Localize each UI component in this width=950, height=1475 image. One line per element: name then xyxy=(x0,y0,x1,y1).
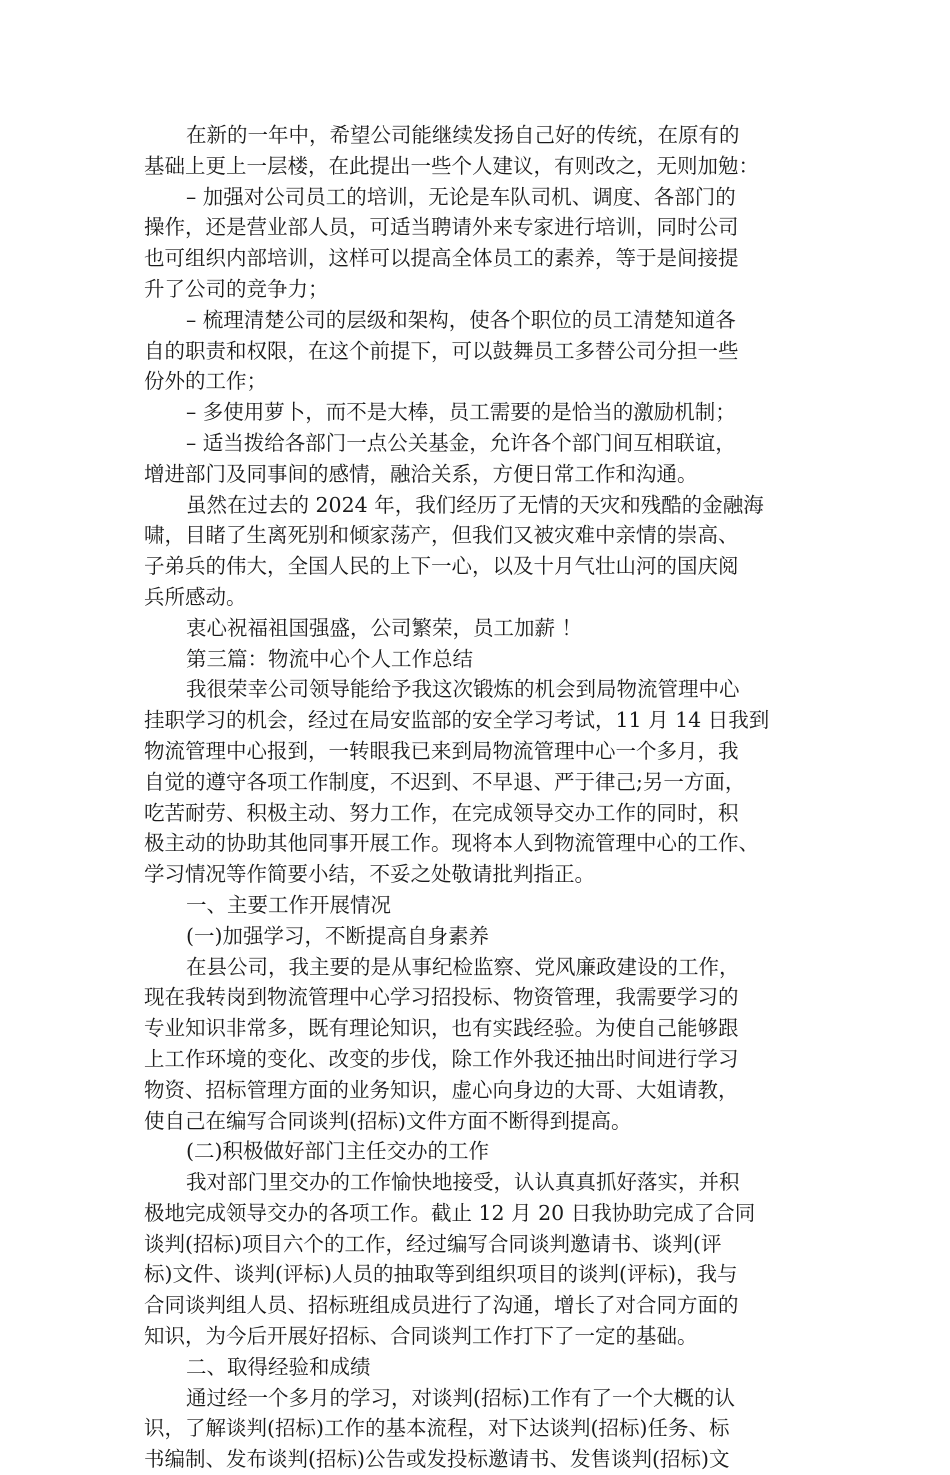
text-line: 书编制、发布谈判(招标)公告或发投标邀请书、发售谈判(招标)文 xyxy=(144,1447,730,1472)
text-line: 极主动的协助其他同事开展工作。现将本人到物流管理中心的工作、 xyxy=(144,831,759,856)
text-line: 第三篇：物流中心个人工作总结 xyxy=(186,646,473,671)
text-line: (一)加强学习，不断提高自身素养 xyxy=(186,923,489,948)
text-line: 标)文件、谈判(评标)人员的抽取等到组织项目的谈判(评标)，我与 xyxy=(144,1262,738,1287)
text-line: 现在我转岗到物流管理中心学习招投标、物资管理，我需要学习的 xyxy=(144,985,739,1010)
text-line: – 适当拨给各部门一点公关基金，允许各个部门间互相联谊， xyxy=(186,430,736,455)
text-line: 在县公司，我主要的是从事纪检监察、党风廉政建设的工作， xyxy=(186,954,740,979)
text-line: 我很荣幸公司领导能给予我这次锻炼的机会到局物流管理中心 xyxy=(186,677,740,702)
text-line: 知识，为今后开展好招标、合同谈判工作打下了一定的基础。 xyxy=(144,1324,698,1349)
text-line: 物流管理中心报到，一转眼我已来到局物流管理中心一个多月，我 xyxy=(144,738,739,763)
text-line: 增进部门及同事间的感情，融洽关系，方便日常工作和沟通。 xyxy=(144,461,698,486)
text-line: 子弟兵的伟大，全国人民的上下一心，以及十月气壮山河的国庆阅 xyxy=(144,554,739,579)
text-line: 识，了解谈判(招标)工作的基本流程，对下达谈判(招标)任务、标 xyxy=(144,1416,730,1441)
text-line: 极地完成领导交办的各项工作。截止 12 月 20 日我协助完成了合同 xyxy=(144,1200,756,1225)
text-line: 谈判(招标)项目六个的工作，经过编写合同谈判邀请书、谈判(评 xyxy=(144,1231,722,1256)
text-line: 自的职责和权限，在这个前提下，可以鼓舞员工多替公司分担一些 xyxy=(144,338,739,363)
text-line: 物资、招标管理方面的业务知识，虚心向身边的大哥、大姐请教， xyxy=(144,1077,739,1102)
text-line: (二)积极做好部门主任交办的工作 xyxy=(186,1139,489,1164)
text-line: 份外的工作； xyxy=(144,369,267,394)
text-line: 虽然在过去的 2024 年，我们经历了无情的天灾和残酷的金融海 xyxy=(186,492,764,517)
text-line: 自觉的遵守各项工作制度，不迟到、不早退、严于律己;另一方面， xyxy=(144,769,746,794)
document-body xyxy=(144,120,824,1475)
text-line: – 加强对公司员工的培训，无论是车队司机、调度、各部门的 xyxy=(186,184,736,209)
text-line: 我对部门里交办的工作愉快地接受，认认真真抓好落实，并积 xyxy=(186,1170,740,1195)
text-line: 使自己在编写合同谈判(招标)文件方面不断得到提高。 xyxy=(144,1108,632,1133)
text-line: 通过经一个多月的学习，对谈判(招标)工作有了一个大概的认 xyxy=(186,1385,735,1410)
text-line: 升了公司的竞争力； xyxy=(144,276,329,301)
text-line: 衷心祝福祖国强盛，公司繁荣，员工加薪 ！ xyxy=(186,615,583,640)
text-line: 也可组织内部培训，这样可以提高全体员工的素养，等于是间接提 xyxy=(144,246,739,271)
text-line: 操作，还是营业部人员，可适当聘请外来专家进行培训，同时公司 xyxy=(144,215,739,240)
text-line: 基础上更上一层楼，在此提出一些个人建议，有则改之，无则加勉： xyxy=(144,153,759,178)
text-line: 合同谈判组人员、招标班组成员进行了沟通，增长了对合同方面的 xyxy=(144,1293,739,1318)
text-line: 啸，目睹了生离死别和倾家荡产，但我们又被灾难中亲情的崇高、 xyxy=(144,523,739,548)
text-line: 一、主要工作开展情况 xyxy=(186,892,391,917)
text-line: 挂职学习的机会，经过在局安监部的安全学习考试，11 月 14 日我到 xyxy=(144,708,770,733)
text-line: 专业知识非常多，既有理论知识，也有实践经验。为使自己能够跟 xyxy=(144,1016,739,1041)
text-line: – 梳理清楚公司的层级和架构，使各个职位的员工清楚知道各 xyxy=(186,307,736,332)
text-line: 在新的一年中，希望公司能继续发扬自己好的传统，在原有的 xyxy=(186,123,740,147)
text-line: 学习情况等作简要小结，不妥之处敬请批判指正。 xyxy=(144,862,595,887)
text-line: 吃苦耐劳、积极主动、努力工作，在完成领导交办工作的同时，积 xyxy=(144,800,739,825)
text-line: 二、取得经验和成绩 xyxy=(186,1354,371,1379)
text-line: – 多使用萝卜，而不是大棒，员工需要的是恰当的激励机制； xyxy=(186,400,736,425)
text-line: 兵所感动。 xyxy=(144,584,247,609)
text-line: 上工作环境的变化、改变的步伐，除工作外我还抽出时间进行学习 xyxy=(144,1046,739,1071)
